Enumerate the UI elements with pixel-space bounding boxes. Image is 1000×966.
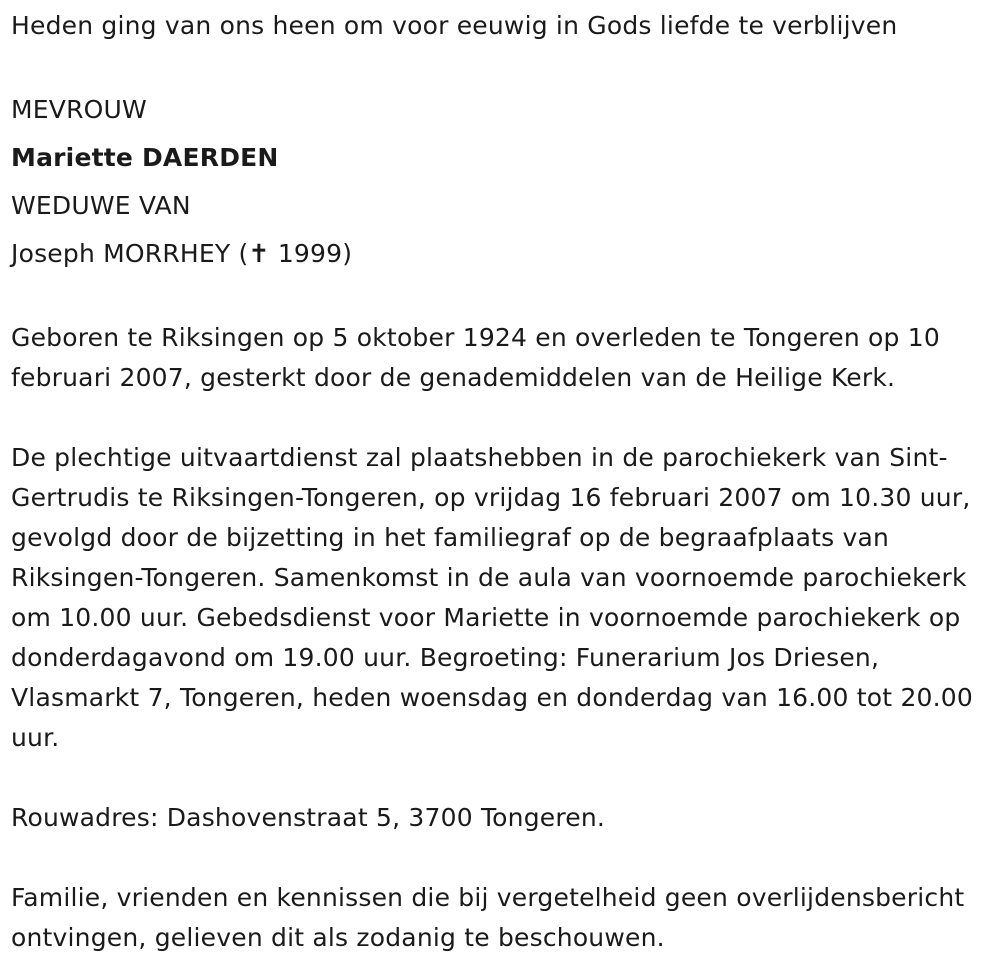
intro-line: Heden ging van ons heen om voor eeuwig in Gods liefde te verblijven (11, 11, 898, 40)
spacer (11, 278, 986, 318)
ceremony-paragraph: De plechtige uitvaartdienst zal plaatshebben in de parochiekerk van Sint-Gertrudis te Riksingen-Tongeren, op vrijdag 16 februari 2007 om 10.30 uur, gevolgd door de bijzetting in het familiegraf op de begraafplaats van Riksingen-Tongeren. Samenkomst in de aula van voornoemde parochiekerk om 10.00 uur. Gebedsdienst voor Mariette in voornoemde parochiekerk op donderdagavond om 19.00 uur. Begroeting: Funerarium Jos Driesen, Vlasmarkt 7, Tongeren, heden woensdag en donderdag van 16.00 tot 20.00 uur. (11, 443, 974, 752)
spacer (11, 758, 986, 798)
closing-paragraph: Familie, vrienden en kennissen die bij vergetelheid geen overlijdensbericht ontvingen, gelieven dit als zodanig te beschouwen. (11, 883, 965, 952)
spouse-line (11, 230, 986, 278)
spouse-open-paren: ( (238, 239, 249, 268)
address-paragraph: Rouwadres: Dashovenstraat 5, 3700 Tongeren. (11, 803, 606, 832)
title-prefix: MEVROUW (11, 95, 147, 124)
spouse-death-year: 1999 (277, 239, 343, 268)
spacer (11, 46, 986, 86)
deceased-name: Mariette DAERDEN (11, 143, 279, 172)
birth-death-paragraph: Geboren te Riksingen op 5 oktober 1924 en overleden te Tongeren op 10 februari 2007, gesterkt door de genademiddelen van de Heilige Kerk. (11, 323, 940, 392)
spouse-close-paren: ) (342, 239, 353, 268)
cross-icon: ✝ (248, 239, 270, 268)
spouse-name: Joseph MORRHEY (11, 239, 231, 268)
death-notice (11, 6, 986, 958)
spacer (11, 398, 986, 438)
spacer (11, 838, 986, 878)
relation-line: WEDUWE VAN (11, 191, 191, 220)
